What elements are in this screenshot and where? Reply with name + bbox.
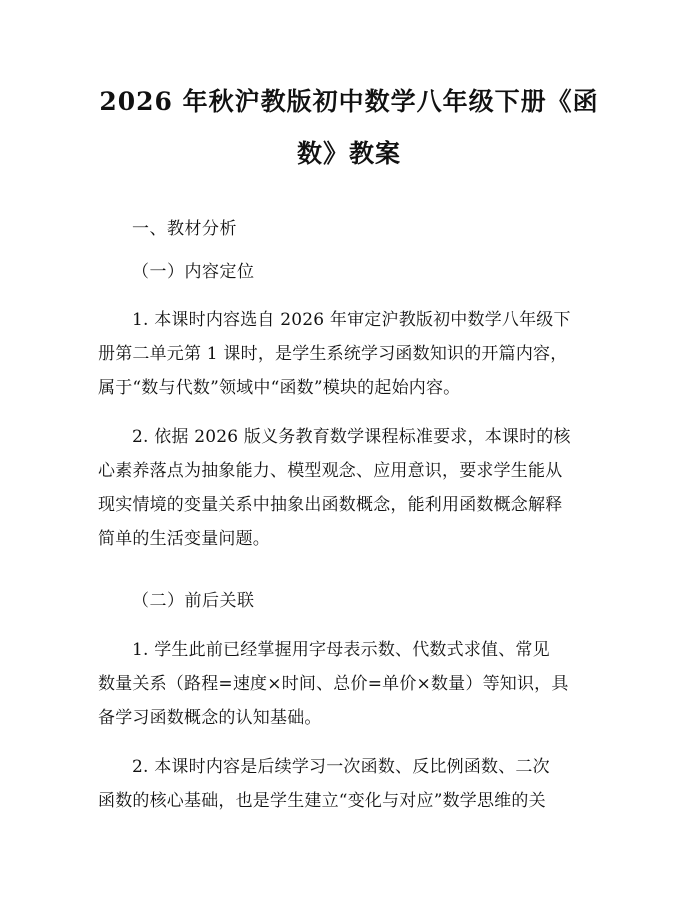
paragraph-line: 1. 学生此前已经掌握用字母表示数、代数式求值、常见 (132, 640, 550, 660)
paragraph-content-positioning-2 (98, 420, 600, 556)
subsection-heading-connections: （二）前后关联 (132, 591, 255, 611)
paragraph-line: 册第二单元第 1 课时，是学生系统学习函数知识的开篇内容， (98, 344, 568, 364)
title-line-2: 数》教案 (296, 139, 401, 168)
paragraph-line: 简单的生活变量问题。 (98, 529, 270, 549)
subsection-heading-content-positioning: （一）内容定位 (132, 262, 255, 282)
paragraph-line: 函数的核心基础，也是学生建立“变化与对应”数学思维的关 (98, 791, 546, 811)
paragraph-line: 2. 依据 2026 版义务教育数学课程标准要求，本课时的核 (132, 427, 571, 447)
document-title (98, 0, 600, 180)
paragraph-line: 2. 本课时内容是后续学习一次函数、反比例函数、二次 (132, 757, 550, 777)
paragraph-line: 心素养落点为抽象能力、模型观念、应用意识，要求学生能从 (98, 461, 563, 481)
paragraph-connections-2 (98, 750, 600, 818)
paragraph-line: 现实情境的变量关系中抽象出函数概念，能利用函数概念解释 (98, 495, 563, 515)
paragraph-line: 备学习函数概念的认知基础。 (98, 708, 322, 728)
paragraph-line: 属于“数与代数”领域中“函数”模块的起始内容。 (98, 378, 461, 398)
paragraph-line: 数量关系（路程=速度×时间、总价=单价×数量）等知识，具 (98, 674, 569, 694)
paragraph-line: 1. 本课时内容选自 2026 年审定沪教版初中数学八年级下 (132, 310, 571, 330)
paragraph-content-positioning-1 (98, 303, 600, 405)
title-line-1: 2026 年秋沪教版初中数学八年级下册《函 (99, 87, 599, 116)
section-heading-materials-analysis: 一、教材分析 (132, 219, 237, 239)
paragraph-connections-1 (98, 633, 600, 735)
